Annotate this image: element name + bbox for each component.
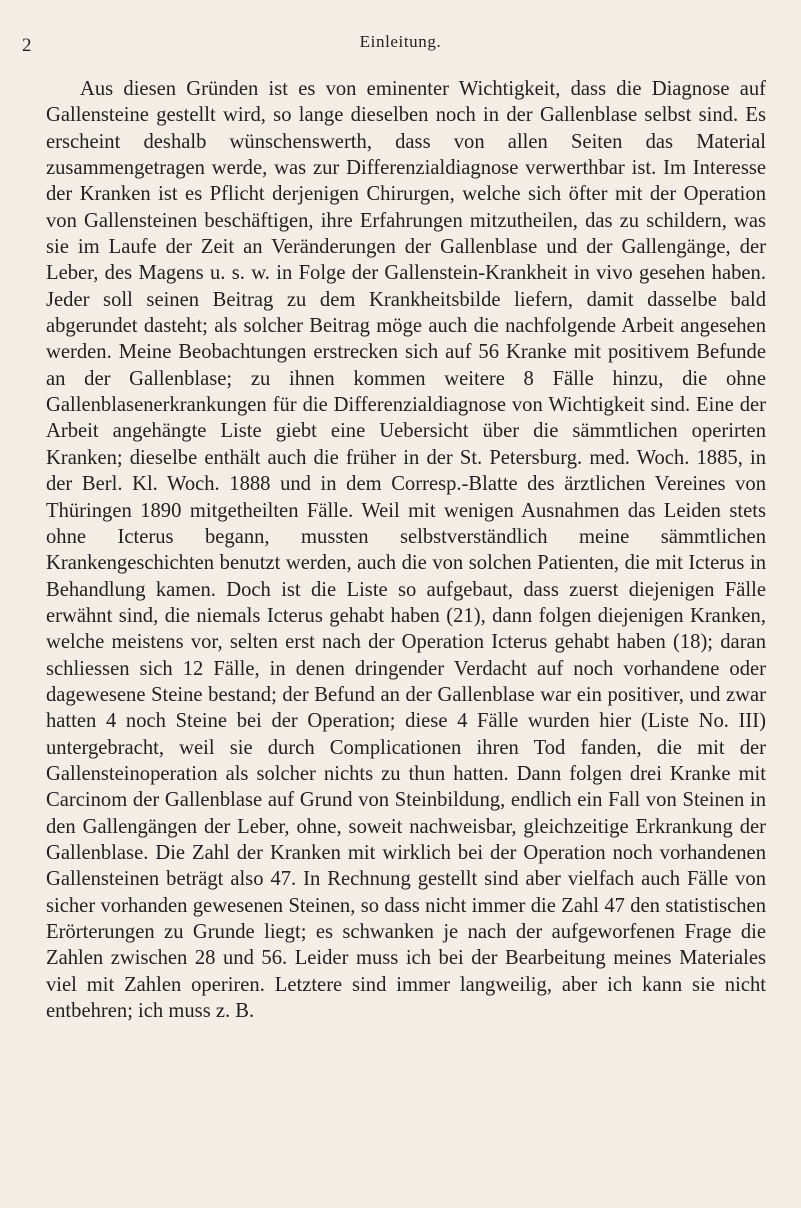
body-paragraph: Aus diesen Gründen ist es von eminenter Wichtigkeit, dass die Diagnose auf Gallensteine gestellt wird, so lange dieselben noch in der Gallenblase selbst sind. Es erscheint deshalb wünschenswerth, dass von allen Seiten das Material zusammengetragen werde, was zur Differenzialdiagnose verwerthbar ist. Im Interesse der Kranken ist es Pflicht derjenigen Chirurgen, welche sich öfter mit der Operation von Gallensteinen beschäftigen, ihre Erfahrungen mitzutheilen, das zu schildern, was sie im Laufe der Zeit an Veränderungen der Gallenblase und der Gallengänge, der Leber, des Magens u. s. w. in Folge der Gallenstein-Krankheit in vivo gesehen haben. Jeder soll seinen Beitrag zu dem Krankheitsbilde liefern, damit dasselbe bald abgerundet dasteht; als solcher Beitrag möge auch die nachfolgende Arbeit angesehen werden. Meine Beobachtungen erstrecken sich auf 56 Kranke mit positivem Befunde an der Gallenblase; zu ihnen kommen weitere 8 Fälle hinzu, die ohne Gallenblasenerkrankungen für die Differenzialdiagnose von Wichtigkeit sind. Eine der Arbeit angehängte Liste giebt eine Uebersicht über die sämmtlichen operirten Kranken; dieselbe enthält auch die früher in der St. Petersburg. med. Woch. 1885, in der Berl. Kl. Woch. 1888 und in dem Corresp.-Blatte des ärztlichen Vereines von Thüringen 1890 mitgetheilten Fälle. Weil mit wenigen Ausnahmen das Leiden stets ohne Icterus begann, mussten selbstverständlich meine sämmtlichen Krankengeschichten benutzt werden, auch die von solchen Patienten, die mit Icterus in Behandlung kamen. Doch ist die Liste so aufgebaut, dass zuerst diejenigen Fälle erwähnt sind, die niemals Icterus gehabt haben (21), dann folgen diejenigen Kranken, welche meistens vor, selten erst nach der Operation Icterus gehabt haben (18); daran schliessen sich 12 Fälle, in denen dringender Verdacht auf noch vorhandene oder dagewesene Steine bestand; der Befund an der Gallenblase war ein positiver, und zwar hatten 4 noch Steine bei der Operation; diese 4 Fälle wurden hier (Liste No. III) untergebracht, weil sie durch Complicationen ihren Tod fanden, die mit der Gallensteinoperation als solcher nichts zu thun hatten. Dann folgen drei Kranke mit Carcinom der Gallenblase auf Grund von Steinbildung, endlich ein Fall von Steinen in den Gallengängen der Leber, ohne, soweit nachweisbar, gleichzeitige Erkrankung der Gallenblase. Die Zahl der Kranken mit wirklich bei der Operation noch vorhandenen Gallensteinen beträgt also 47. In Rechnung gestellt sind aber vielfach auch Fälle von sicher vorhanden gewesenen Steinen, so dass nicht immer die Zahl 47 den statistischen Erörterungen zu Grunde liegt; es schwanken je nach der aufgeworfenen Frage die Zahlen zwischen 28 und 56. Leider muss ich bei der Bearbeitung meines Materiales viel mit Zahlen operiren. Letztere sind immer langweilig, aber ich kann sie nicht entbehren; ich muss z. B. bbox=[46, 78, 766, 1023]
page-number: 2 bbox=[22, 35, 32, 56]
running-head: Einleitung. bbox=[359, 32, 442, 51]
